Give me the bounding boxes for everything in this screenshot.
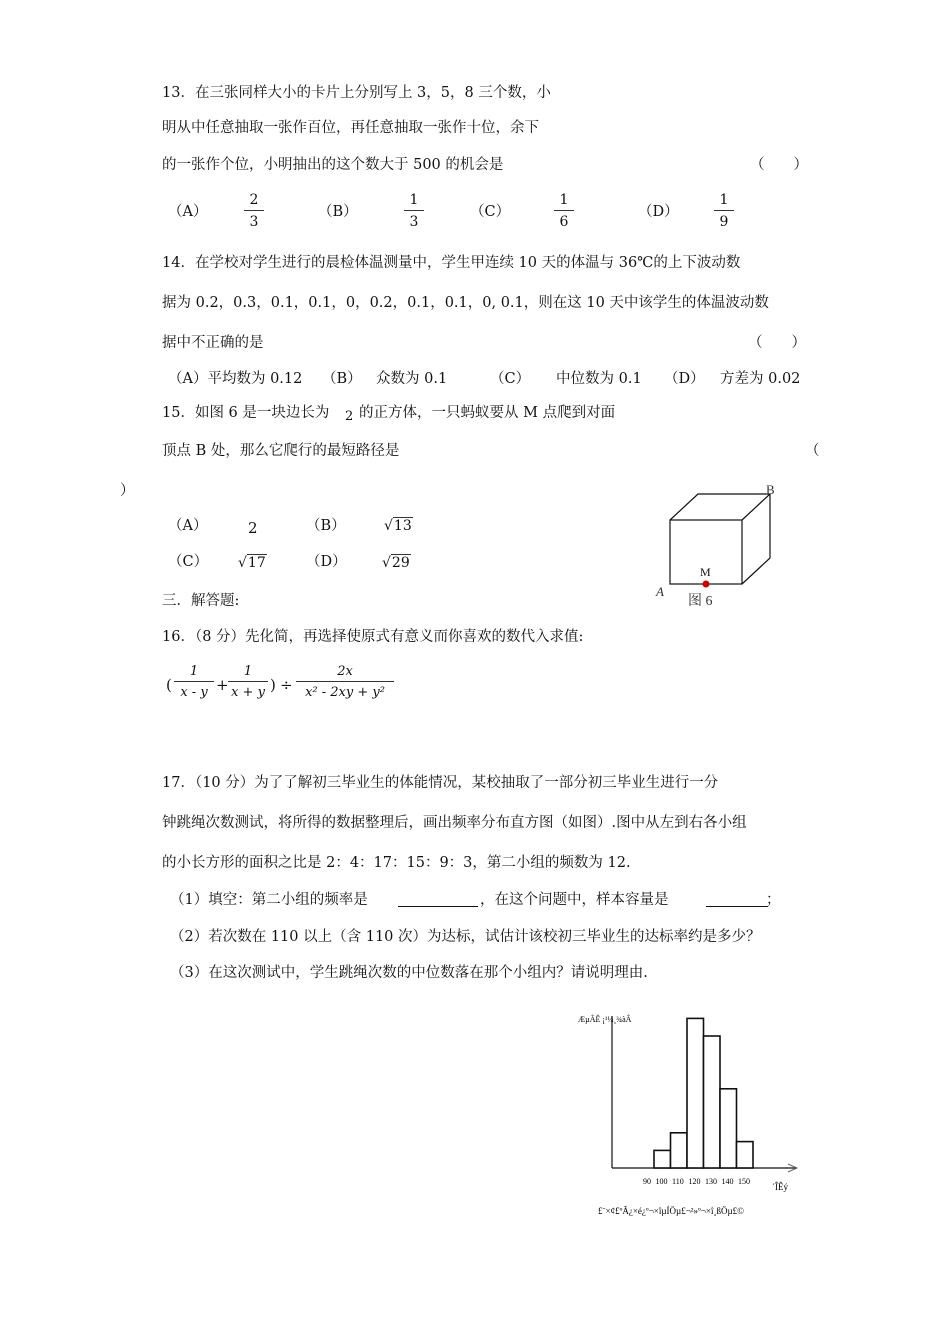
cube-label-b: B xyxy=(766,482,775,497)
q13-option-a-label: （A） xyxy=(168,204,208,220)
q15-option-b-label: （B） xyxy=(306,518,346,534)
q15-line1-start: 15．如图 6 是一块边长为 xyxy=(162,405,330,421)
q15-option-a-value: 2 xyxy=(248,519,258,537)
q15-line1-end: 的正方体，一只蚂蚁要从 M 点爬到对面 xyxy=(359,405,616,421)
q17-sub3: （3）在这次测试中，学生跳绳次数的中位数落在那个小组内？请说明理由. xyxy=(170,965,648,981)
q13-option-c-fraction: $\frac{1}{6}$ xyxy=(554,193,574,229)
cube-label-a: A xyxy=(656,584,664,599)
q14-option-d-text: 方差为 0.02 xyxy=(720,371,801,387)
q15-option-d-label: （D） xyxy=(306,554,347,570)
x-tick-label-120: 120 xyxy=(688,1177,701,1186)
histogram-bar-4 xyxy=(704,1036,721,1168)
histogram-bar-1 xyxy=(654,1150,671,1168)
q17-line2: 钟跳绳次数测试，将所得的数据整理后，画出频率分布直方图（如图）.图中从左到右各小组 xyxy=(162,815,747,831)
x-tick-label-140: 140 xyxy=(721,1177,734,1186)
q13-answer-paren: （ ） xyxy=(750,157,808,173)
q16-plus: + xyxy=(216,676,229,694)
q17-blank-frequency[interactable] xyxy=(398,906,478,907)
cube-label-m: M xyxy=(700,565,711,579)
q16-fraction-2: $\frac{1}{x + y}$ xyxy=(228,665,268,699)
q13-option-b-label: （B） xyxy=(318,204,358,220)
q13-option-a-fraction: $\frac{2}{3}$ xyxy=(244,193,264,229)
q16-line1: 16．（8 分）先化简，再选择使原式有意义而你喜欢的数代入求值: xyxy=(162,629,584,645)
q16-fraction-1: $\frac{1}{x - y}$ xyxy=(174,665,214,699)
q13-option-b-fraction: $\frac{1}{3}$ xyxy=(404,193,424,229)
cube-caption: 图 6 xyxy=(688,594,713,608)
q13-line1: 13．在三张同样大小的卡片上分别写上 3，5，8 三个数，小 xyxy=(162,85,551,101)
x-tick-label-150: 150 xyxy=(738,1177,750,1186)
x-axis-label: ´ÎÊý xyxy=(772,1182,788,1192)
q17-blank-sample-size[interactable] xyxy=(706,906,768,907)
q16-close-paren: ) xyxy=(270,676,276,694)
histogram-bar-3 xyxy=(687,1018,704,1168)
q14-option-c-text: 中位数为 0.1 xyxy=(556,371,642,387)
q17-sub1-start: （1）填空：第二小组的频率是 xyxy=(170,892,368,908)
section-3-heading: 三．解答题: xyxy=(162,593,240,609)
q15-paren-close: ） xyxy=(120,483,135,499)
q15-option-d-sqrt: √29 xyxy=(382,555,410,571)
cube-top-face xyxy=(670,494,770,520)
q14-line2: 据为 0.2，0.3，0.1，0.1，0，0.2，0.1，0.1，0, 0.1，则在这 10 天中该学生的体温波动数 xyxy=(162,295,769,311)
q17-sub1-end: ； xyxy=(766,892,781,908)
x-tick-label-100: 100 xyxy=(655,1177,668,1186)
frequency-histogram xyxy=(570,1010,820,1220)
q14-option-b-label: （B） xyxy=(322,371,362,387)
q14-option-c-label: （C） xyxy=(490,371,531,387)
x-tick-label-110: 110 xyxy=(672,1177,684,1186)
q14-option-d-label: （D） xyxy=(664,371,705,387)
q15-option-c-sqrt: √17 xyxy=(238,555,266,571)
q13-line3: 的一张作个位，小明抽出的这个数大于 500 的机会是 xyxy=(162,157,504,173)
q17-sub1-mid: ，在这个问题中，样本容量是 xyxy=(480,892,669,908)
q16-divide: ÷ xyxy=(280,676,293,694)
histogram-bar-2 xyxy=(671,1133,688,1168)
histogram-bar-6 xyxy=(737,1142,754,1168)
q15-edge-length: 2 xyxy=(345,409,354,424)
q15-option-b-sqrt: √13 xyxy=(384,518,412,534)
q14-option-a: （A）平均数为 0.12 xyxy=(168,371,303,387)
q17-sub2: （2）若次数在 110 以上（含 110 次）为达标，试估计该校初三毕业生的达标率约是多少？ xyxy=(170,929,761,945)
point-m-marker xyxy=(703,581,710,588)
cube-figure xyxy=(650,478,790,608)
q15-line2: 顶点 B 处，那么它爬行的最短路径是 xyxy=(162,443,400,459)
q13-option-d-fraction: $\frac{1}{9}$ xyxy=(714,193,734,229)
y-axis-label: ÆµÂÊ ¡¹¼¸¾àÂ xyxy=(578,1015,632,1024)
q17-line3: 的小长方形的面积之比是 2：4：17：15：9：3，第二小组的频数为 12. xyxy=(162,855,631,871)
q13-option-c-label: （C） xyxy=(470,204,511,220)
q15-option-a-label: （A） xyxy=(168,518,208,534)
q13-option-d-label: （D） xyxy=(638,204,679,220)
q15-paren-open: （ xyxy=(805,443,820,459)
q14-line3: 据中不正确的是 xyxy=(162,335,264,351)
q17-line1: 17．（10 分）为了了解初三毕业生的体能情况，某校抽取了一部分初三毕业生进行一分 xyxy=(162,775,719,791)
histogram-bar-5 xyxy=(720,1089,737,1168)
chart-caption: £¨×¢£ºÃ¿×é¿º¬×îµÍÖµ£¬²»º¬×î¸ßÖµ£© xyxy=(598,1206,744,1216)
x-tick-label-130: 130 xyxy=(705,1177,717,1186)
q16-fraction-3: $\frac{2x}{\text{x² - 2xy + y²}}$ xyxy=(296,665,394,699)
q13-line2: 明从中任意抽取一张作百位，再任意抽取一张作十位，余下 xyxy=(162,120,539,136)
x-tick-label-90: 90 xyxy=(643,1177,651,1186)
q15-option-c-label: （C） xyxy=(168,554,209,570)
q14-answer-paren: （ ） xyxy=(748,335,806,351)
q16-open-paren: ( xyxy=(166,676,172,694)
q14-option-b-text: 众数为 0.1 xyxy=(376,371,448,387)
q14-line1: 14．在学校对学生进行的晨检体温测量中，学生甲连续 10 天的体温与 36℃的上下波动数 xyxy=(162,255,741,271)
